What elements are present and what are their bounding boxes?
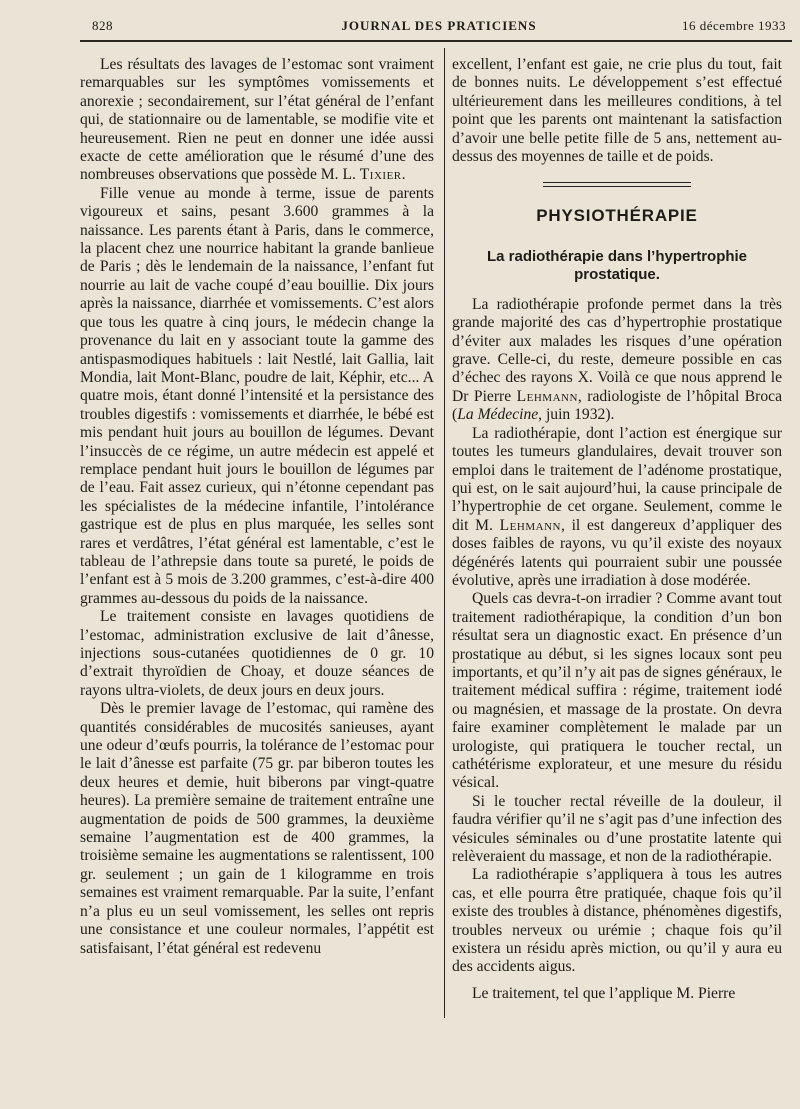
journal-title: JOURNAL DES PRATICIENS bbox=[341, 18, 537, 33]
author-name: Lehmann bbox=[499, 516, 561, 534]
paragraph: excellent, l’enfant est gaie, ne crie plus du tout, fait de bonnes nuits. Le développement s’est effectué ultérieurement dans les meilleures conditions, à tel point que les parents ont maintenant la satisfaction d’avoir une belle petite fille de 5 ans, nettement au-dessus des moyennes de taille et de poids. bbox=[452, 56, 782, 166]
paragraph: Si le toucher rectal réveille de la douleur, il faudra vérifier qu’il ne s’agit pas d’une infection des vésicules séminales ou d’une prostatite latente qui relèveraient du massage, et non de la radiothérapie. bbox=[452, 792, 782, 866]
column-divider bbox=[444, 48, 445, 1018]
author-name: Lehmann bbox=[516, 387, 578, 405]
page-number: 828 bbox=[92, 18, 113, 33]
section-divider bbox=[543, 182, 691, 187]
paragraph: Le traitement consiste en lavages quotidiens de l’estomac, administration exclusive de lait d’ânesse, injections sous-cutanées quotidiennes de 0 gr. 10 d’extrait thyroïdien de Choay, et douze séances de rayons ultra-violets, de deux jours en deux jours. bbox=[80, 608, 434, 699]
paragraph: Dès le premier lavage de l’estomac, qui ramène des quantités considérables de mucosités sanieuses, ayant une odeur d’œufs pourris, la tolérance de l’estomac pour le lait d’ânesse est parfaite (75 gr. par biberon toutes les deux heures et demie, huit biberons par vingt-quatre heures). La première semaine de traitement entraîne une augmentation de poids de 500 grammes, la deuxième semaine l’augmentation est de 400 grammes, la troisième semaine les augmentations se ralentissent, 100 gr. seulement ; un gain de 1 kilogramme en trois semaines est vraiment remarquable. Par la suite, l’enfant n’a plus eu un seul vomissement, les selles ont repris une consistance et une couleur normales, l’appétit est satisfaisant, l’état général est redevenu bbox=[80, 700, 434, 957]
page-header bbox=[92, 18, 786, 40]
article-title: La radiothérapie dans l’hypertrophie prostatique. bbox=[486, 247, 748, 283]
issue-date: 16 décembre 1933 bbox=[681, 18, 786, 33]
author-name: Pierre bbox=[698, 984, 736, 1002]
journal-reference: La Médecine bbox=[457, 406, 539, 424]
paragraph: Quels cas devra-t-on irradier ? Comme avant tout traitement radiothérapique, la condition d’un bon résultat sera un diagnostic exact. En présence d’un prostatique au début, si les signes locaux sont peu importants, et qu’il n’y ait pas de signes généraux, le traitement médical suffira : régime, traitement iodé ou magnésien, et massage de la prostate. On devra faire examiner complètement le malade par un urologiste, qui pratiquera le toucher rectal, un cathétérisme explorateur, et une mesure du résidu vésical. bbox=[452, 590, 782, 792]
right-column bbox=[452, 56, 782, 1003]
paragraph: Le traitement, tel que l’applique M. Pierre bbox=[472, 984, 736, 1002]
author-name: Tixier bbox=[359, 166, 402, 184]
paragraph: La radiothérapie s’appliquera à tous les autres cas, et elle pourra être pratiquée, chaque fois qu’il existe des troubles à distance, phénomènes digestifs, troubles nerveux ou urémie ; chaque fois qu’il existera un résidu après miction, ou qu’il y aura eu des accidents aigus. bbox=[452, 866, 782, 976]
paragraph: Les résultats des lavages de l’estomac sont vraiment remarquables sur les symptômes vomissements et anorexie ; secondairement, sur l’état général de l’enfant qui, de stationnaire ou de lamentable, se modifie vite et heureusement. Rien ne peut en donner une idée aussi exacte de cette amélioration que le résumé d’une des nombreuses observations que possède M. L. Tixier. bbox=[80, 56, 434, 184]
section-title: PHYSIOTHÉRAPIE bbox=[536, 206, 698, 226]
header-rule bbox=[80, 40, 792, 42]
paragraph: La radiothérapie profonde permet dans la très grande majorité des cas d’hypertrophie prostatique d’éviter aux malades les risques d’une opération grave. Celle-ci, du reste, demeure possible en cas d’échec des rayons X. Voilà ce que nous apprend le Dr Pierre Lehmann, radiologiste de l’hôpital Broca (La Médecine, juin 1932). bbox=[452, 295, 783, 424]
left-column bbox=[80, 56, 434, 958]
paragraph: Fille venue au monde à terme, issue de parents vigoureux et sains, pesant 3.600 grammes à la naissance. Les parents étant à Paris, dans le commerce, la placent chez une nourrice habitant la grande banlieue de Paris ; dès le lendemain de la naissance, l’enfant fut nourrie au lait de vache coupé d’eau bouillie. Dix jours après la naissance, diarrhée et vomissements. C’est alors que tous les quatre à cinq jours, le médecin change la provenance du lait en y associant toute la gamme des antispasmodiques habituels : lait Nestlé, lait Gallia, lait Mondia, lait Mont-Blanc, poudre de lait, Képhir, etc... A quatre mois, étant donné l’intensité et la persistance des troubles digestifs : vomissements et diarrhée, le bébé est mis pendant huit jours au bouillon de légumes. Devant l’insuccès de ce régime, un autre médecin est appelé et remplace pendant huit jours le bouillon de légumes par de l’eau. Fait assez curieux, qui n’étonne cependant pas les spécialistes de la médecine infantile, l’intolérance gastrique est de plus en plus marquée, les selles sont rares et verdâtres, l’état général est lamentable, c’est le tableau de l’athrepsie dans toute sa pureté, le poids de l’enfant est à 5 mois de 3.200 grammes, c’est-à-dire 400 grammes au-dessous du poids de la naissance. bbox=[80, 184, 434, 607]
paragraph: La radiothérapie, dont l’action est énergique sur toutes les tumeurs glandulaires, devait trouver son emploi dans le traitement de l’adénome prostatique, qui est, on le sait aujourd’hui, la cause principale de l’hypertrophie de cet organe. Seulement, comme le dit M. Lehmann, il est dangereux d’appliquer des doses faibles de rayons, vu qu’il existe des noyaux dégénérés latents qui pourraient subir une poussée évolutive, après une irradiation à dose modérée. bbox=[452, 424, 783, 589]
